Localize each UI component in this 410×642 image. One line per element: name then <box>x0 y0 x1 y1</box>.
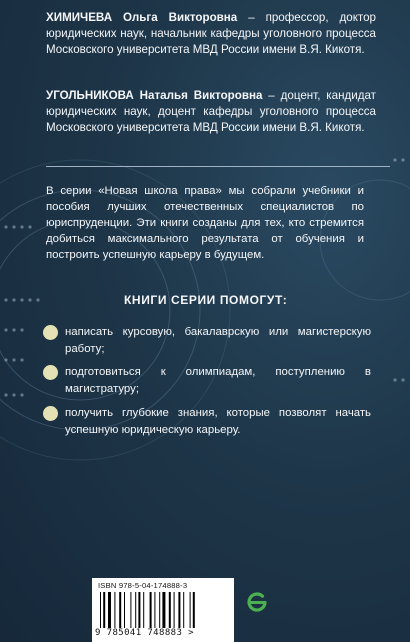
isbn-number: ISBN 978-5-04-174888-3 <box>98 581 188 590</box>
author-1-name: ХИМИЧЕВА Ольга Викторовна <box>46 11 238 24</box>
author-2-name: УГОЛЬНИКОВА Наталья Викторовна <box>46 89 263 102</box>
barcode-digits: 9 785041 748883 > <box>95 628 194 638</box>
author-2-bio <box>46 88 376 136</box>
benefit-item-text: написать курсовую, бакалаврскую или магистерскую работу; <box>65 326 371 355</box>
barcode-bars <box>100 592 228 628</box>
bullet-dot-icon <box>43 406 58 421</box>
benefit-item-text: подготовиться к олимпиадам, поступлению в магистратуру; <box>65 366 371 395</box>
author-1-description: – профессор, доктор юридических наук, начальник кафедры уголовного процесса Московского университета МВД России имени В.Я. Кикотя. <box>46 11 376 56</box>
benefit-item-text: получить глубокие знания, которые позволят начать успешную юридическую карьеру. <box>65 407 371 436</box>
bullet-dot-icon <box>43 325 58 340</box>
series-intro-text: В серии «Новая школа права» мы собрали учебники и пособия лучших отечественных специалистов по юриспруденции. Эти книги созданы для тех, кто стремится добиться максимального результата от обучения и построить успешную карьеру в будущем. <box>46 185 364 261</box>
publisher-e-logo-icon <box>245 590 269 614</box>
section-divider <box>46 166 390 167</box>
author-1-bio <box>46 10 376 58</box>
benefits-heading: КНИГИ СЕРИИ ПОМОГУТ: <box>124 293 288 307</box>
bullet-dot-icon <box>43 365 58 380</box>
author-2-description: – доцент, кандидат юридических наук, доцент кафедры уголовного процесса Московского университета МВД России имени В.Я. Кикотя. <box>46 89 376 134</box>
barcode-label <box>92 578 234 642</box>
